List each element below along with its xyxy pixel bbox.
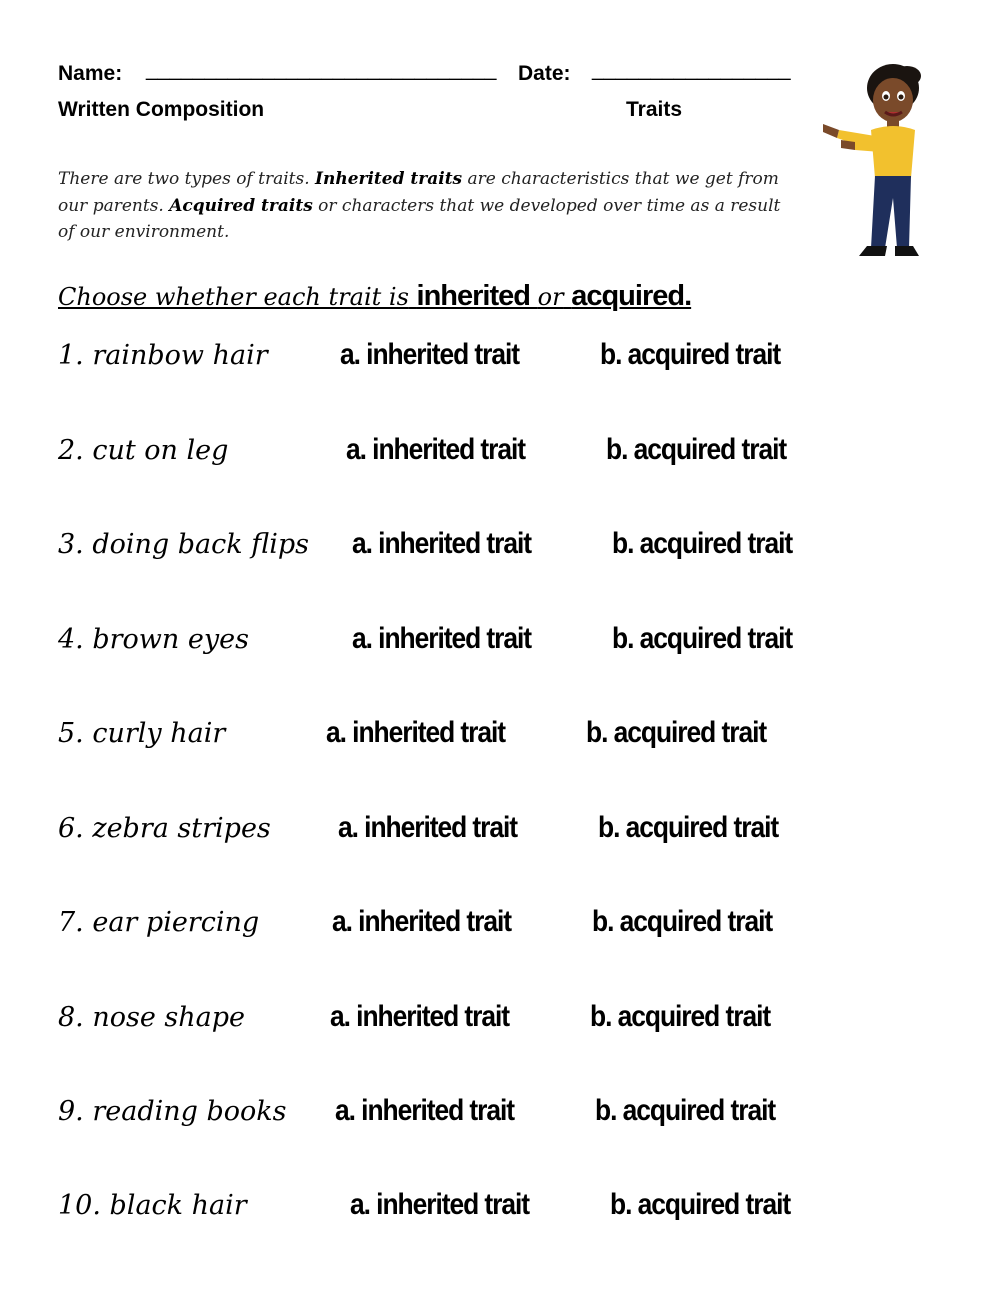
option-b-acquired[interactable]: b. acquired trait — [612, 527, 793, 560]
instruction-connector: or — [537, 283, 564, 311]
instruction-word-inherited: inherited — [416, 280, 530, 312]
question-label: 10. black hair — [58, 1190, 247, 1221]
option-b-acquired[interactable]: b. acquired trait — [590, 1000, 771, 1033]
question-label: 4. brown eyes — [58, 624, 249, 655]
instruction-word-acquired: acquired. — [571, 280, 692, 312]
option-b-acquired[interactable]: b. acquired trait — [598, 811, 779, 844]
term-inherited: Inherited traits — [315, 169, 463, 189]
question-label: 7. ear piercing — [58, 907, 260, 938]
option-b-acquired[interactable]: b. acquired trait — [612, 622, 793, 655]
intro-part-1: There are two types of traits. — [58, 169, 310, 189]
term-acquired: Acquired traits — [169, 195, 313, 216]
option-b-acquired[interactable]: b. acquired trait — [595, 1094, 776, 1127]
option-a-inherited[interactable]: a. inherited trait — [330, 1000, 510, 1033]
question-label: 3. doing back flips — [58, 529, 310, 560]
intro-paragraph — [58, 166, 798, 246]
option-a-inherited[interactable]: a. inherited trait — [340, 338, 520, 371]
question-label: 2. cut on leg — [58, 435, 229, 466]
subject-title: Written Composition — [58, 98, 265, 121]
question-label: 9. reading books — [58, 1096, 287, 1127]
question-label: 6. zebra stripes — [58, 813, 271, 844]
option-a-inherited[interactable]: a. inherited trait — [326, 716, 506, 749]
option-b-acquired[interactable]: b. acquired trait — [592, 905, 773, 938]
option-b-acquired[interactable]: b. acquired trait — [600, 338, 781, 371]
question-label: 5. curly hair — [58, 718, 226, 749]
option-b-acquired[interactable]: b. acquired trait — [610, 1188, 791, 1221]
option-a-inherited[interactable]: a. inherited trait — [350, 1188, 530, 1221]
option-a-inherited[interactable]: a. inherited trait — [346, 433, 526, 466]
date-line[interactable]: _________________ — [592, 58, 791, 81]
option-b-acquired[interactable]: b. acquired trait — [606, 433, 787, 466]
option-a-inherited[interactable]: a. inherited trait — [352, 527, 532, 560]
option-a-inherited[interactable]: a. inherited trait — [332, 905, 512, 938]
option-b-acquired[interactable]: b. acquired trait — [586, 716, 767, 749]
date-label: Date: — [518, 62, 571, 85]
option-a-inherited[interactable]: a. inherited trait — [338, 811, 518, 844]
instruction-prefix: Choose whether each trait is — [58, 283, 409, 311]
teacher-avatar-icon — [815, 58, 935, 268]
intro-part-2: are characteristics that we get from our parents. — [58, 169, 779, 216]
topic-title: Traits — [626, 98, 683, 121]
intro-part-3: or characters that we developed over time as a result of our environment. — [58, 195, 781, 242]
option-a-inherited[interactable]: a. inherited trait — [352, 622, 532, 655]
instruction — [58, 280, 691, 313]
name-label: Name: — [58, 62, 123, 85]
name-line[interactable]: ______________________________ — [146, 58, 497, 81]
option-a-inherited[interactable]: a. inherited trait — [335, 1094, 515, 1127]
question-label: 1. rainbow hair — [58, 340, 268, 371]
question-label: 8. nose shape — [58, 1002, 246, 1033]
